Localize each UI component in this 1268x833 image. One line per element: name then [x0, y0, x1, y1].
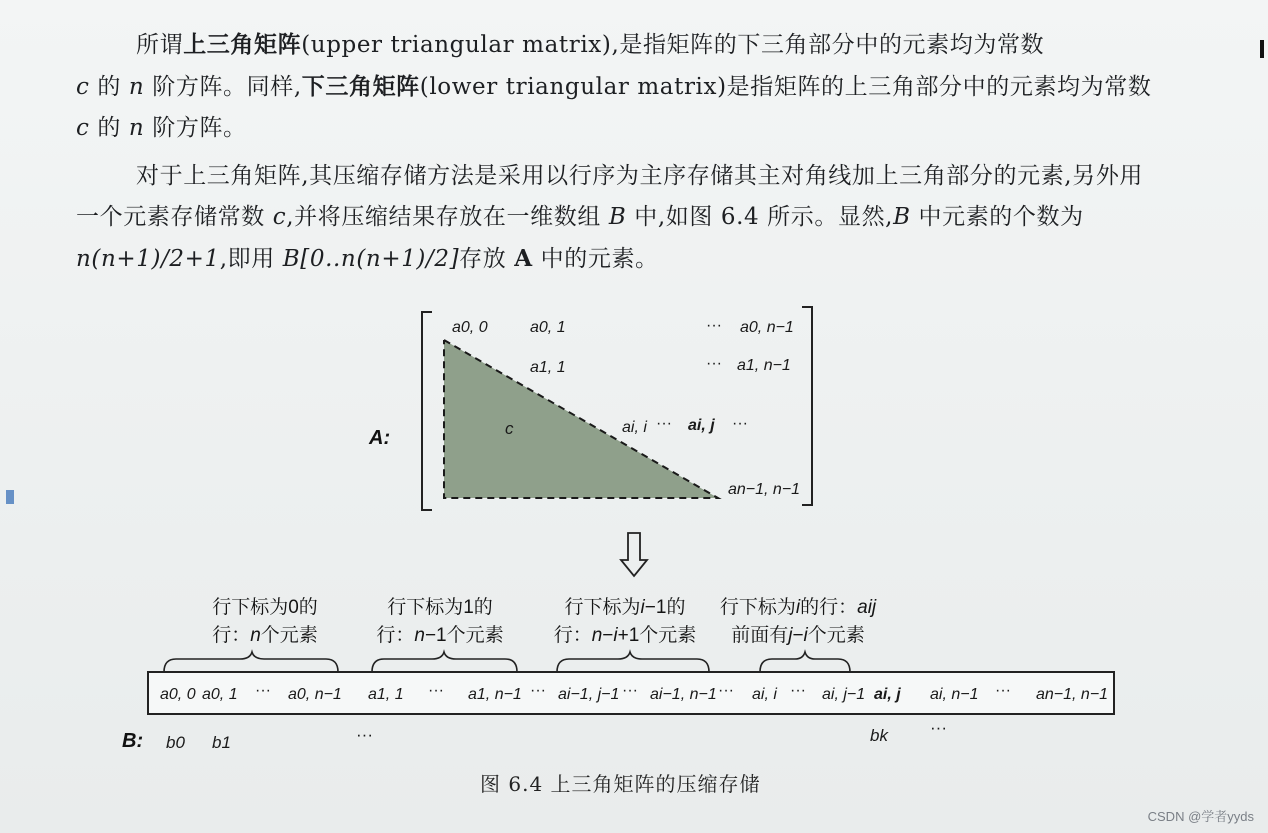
term-upper-triangular: 上三角矩阵	[183, 31, 302, 58]
group3-l2-var2: i	[613, 625, 618, 646]
group3-l2-mid: −	[602, 625, 614, 646]
group1-suffix: 个元素	[260, 625, 318, 646]
var-c-2: c	[76, 115, 90, 141]
brace-group1	[164, 652, 338, 672]
group3-line2	[540, 622, 710, 650]
text-part1: (upper triangular matrix),是指矩阵的下三角部分中的元素均为常数	[301, 32, 1045, 58]
index-b1: b1	[212, 733, 231, 752]
group3-l2-suffix: +1个元素	[617, 625, 697, 646]
cell-a11: a1, 1	[368, 686, 404, 703]
text-de-2: 的	[89, 115, 129, 141]
triangle-constant-label: c	[505, 419, 514, 438]
var-c-3: c	[272, 204, 287, 230]
entry-a11: a1, 1	[530, 359, 566, 376]
group3-l1-prefix: 行下标为	[564, 597, 641, 618]
text-line1c: 中,如图 6.4 所示。显然,	[626, 204, 894, 230]
cell-ann: an−1, n−1	[1036, 686, 1109, 703]
text-line1b: ,并将压缩结果存放在一维数组	[286, 204, 609, 230]
group-label-row0	[180, 594, 350, 650]
term-lower-triangular: 下三角矩阵	[301, 73, 420, 100]
text-de: 的	[89, 74, 129, 100]
var-B-2: B	[893, 204, 911, 230]
cell-a00: a0, 0	[160, 686, 196, 703]
cell-ai1j1: ai−1, j−1	[558, 686, 620, 703]
matrix-left-bracket	[422, 312, 432, 510]
text-part2: 阶方阵。同样,	[144, 74, 302, 100]
text-line2b: ,即用	[219, 246, 283, 272]
figure-caption: 图 6.4 上三角矩阵的压缩存储	[480, 772, 761, 796]
group4-l1-tail: aij	[857, 597, 877, 618]
group-label-row-i-minus-1	[540, 594, 710, 650]
expr-count: n(n+1)/2+1	[76, 246, 220, 272]
var-n-2: n	[128, 115, 145, 141]
down-arrow-icon	[621, 533, 647, 576]
brace-group4	[760, 652, 850, 672]
cell-aij1: ai, j−1	[822, 686, 866, 703]
entry-a1n: a1, n−1	[737, 357, 791, 374]
index-dots-2: ···	[930, 718, 947, 737]
group1-var: n	[250, 625, 261, 646]
cell-dots-7: ···	[995, 682, 1011, 699]
group-braces	[164, 652, 850, 672]
matrix-A-label: A:	[369, 427, 391, 449]
group3-l1-var: i	[640, 597, 645, 618]
entry-dots-row0: ···	[706, 317, 722, 334]
group1-line2	[180, 622, 350, 650]
group4-line1	[718, 594, 878, 622]
group2-suffix: −1个元素	[424, 625, 504, 646]
entry-aii: ai, i	[622, 419, 647, 436]
cell-ai1n: ai−1, n−1	[650, 686, 717, 703]
text-part3: (lower triangular matrix)是指矩阵的上三角部分中的元素均为常数	[419, 74, 1152, 100]
entry-a00: a0, 0	[452, 319, 488, 336]
group3-l2-var: n	[591, 625, 603, 646]
group4-l2-suffix: 个元素	[807, 625, 865, 646]
text-line2c: 存放	[459, 246, 515, 272]
text-line2: 中元素的个数为	[910, 204, 1084, 230]
group4-l1-suffix: 的行：	[800, 597, 858, 618]
group4-line2	[718, 622, 878, 650]
entry-dots-mid2: ···	[732, 415, 748, 432]
group2-line1: 行下标为1的	[387, 597, 493, 618]
array-index-labels	[166, 718, 947, 752]
cell-dots-4: ···	[622, 682, 638, 699]
group-label-row-i	[718, 594, 878, 650]
group2-line2	[360, 622, 520, 650]
group4-l1-prefix: 行下标为	[719, 597, 796, 618]
cell-dots-2: ···	[428, 682, 444, 699]
brace-group3	[557, 652, 709, 672]
group4-l2-var2: i	[803, 625, 808, 646]
text-intro: 所谓	[136, 32, 184, 58]
entry-a0n: a0, n−1	[740, 319, 794, 336]
var-c: c	[76, 74, 90, 100]
cell-dots-6: ···	[790, 682, 806, 699]
group4-l2-var: j	[788, 625, 793, 646]
text-line1: 对于上三角矩阵,其压缩存储方法是采用以行序为主序存储其主对角线加上三角部分的元素,另外用一个元素存储常数	[76, 163, 1144, 230]
index-dots-1: ···	[356, 725, 373, 744]
expr-range: B[0..n(n+1)/2]	[282, 246, 460, 272]
entry-a01: a0, 1	[530, 319, 566, 336]
var-B: B	[608, 204, 627, 230]
text-line2d: 中的元素。	[532, 246, 659, 272]
group2-prefix: 行：	[376, 625, 415, 646]
entry-dots-row1: ···	[706, 355, 722, 372]
var-n: n	[128, 74, 145, 100]
cell-a0n: a0, n−1	[288, 686, 342, 703]
group3-l2-prefix: 行：	[553, 625, 592, 646]
cell-dots-3: ···	[530, 682, 546, 699]
brace-group2	[372, 652, 517, 672]
cell-dots-1: ···	[255, 682, 271, 699]
cell-a01: a0, 1	[202, 686, 238, 703]
cell-a1n: a1, n−1	[468, 686, 522, 703]
index-b0: b0	[166, 733, 185, 752]
group-label-row1	[360, 594, 520, 650]
var-A: A	[514, 245, 533, 272]
cell-dots-5: ···	[718, 682, 734, 699]
text-part4: 阶方阵。	[144, 115, 247, 141]
cell-aii: ai, i	[752, 686, 777, 703]
group1-prefix: 行：	[212, 625, 251, 646]
entry-dots-mid1: ···	[656, 415, 672, 432]
cell-aij: ai, j	[874, 686, 901, 703]
group4-l1-var: i	[795, 597, 801, 618]
cell-ain: ai, n−1	[930, 686, 979, 703]
index-bk: bk	[870, 726, 888, 745]
csdn-watermark: CSDN @学者yyds	[1147, 809, 1254, 824]
array-B-label: B:	[122, 730, 144, 752]
group3-l1-suffix: −1的	[644, 597, 686, 618]
group4-l2-mid: −	[792, 625, 804, 646]
group2-var: n	[414, 625, 425, 646]
entry-ann: an−1, n−1	[728, 481, 801, 498]
matrix-right-bracket	[802, 307, 812, 505]
entry-aij: ai, j	[688, 417, 715, 434]
group1-line1: 行下标为0的	[212, 597, 318, 618]
group3-line1	[540, 594, 710, 622]
group4-l2-prefix: 前面有	[731, 625, 789, 646]
